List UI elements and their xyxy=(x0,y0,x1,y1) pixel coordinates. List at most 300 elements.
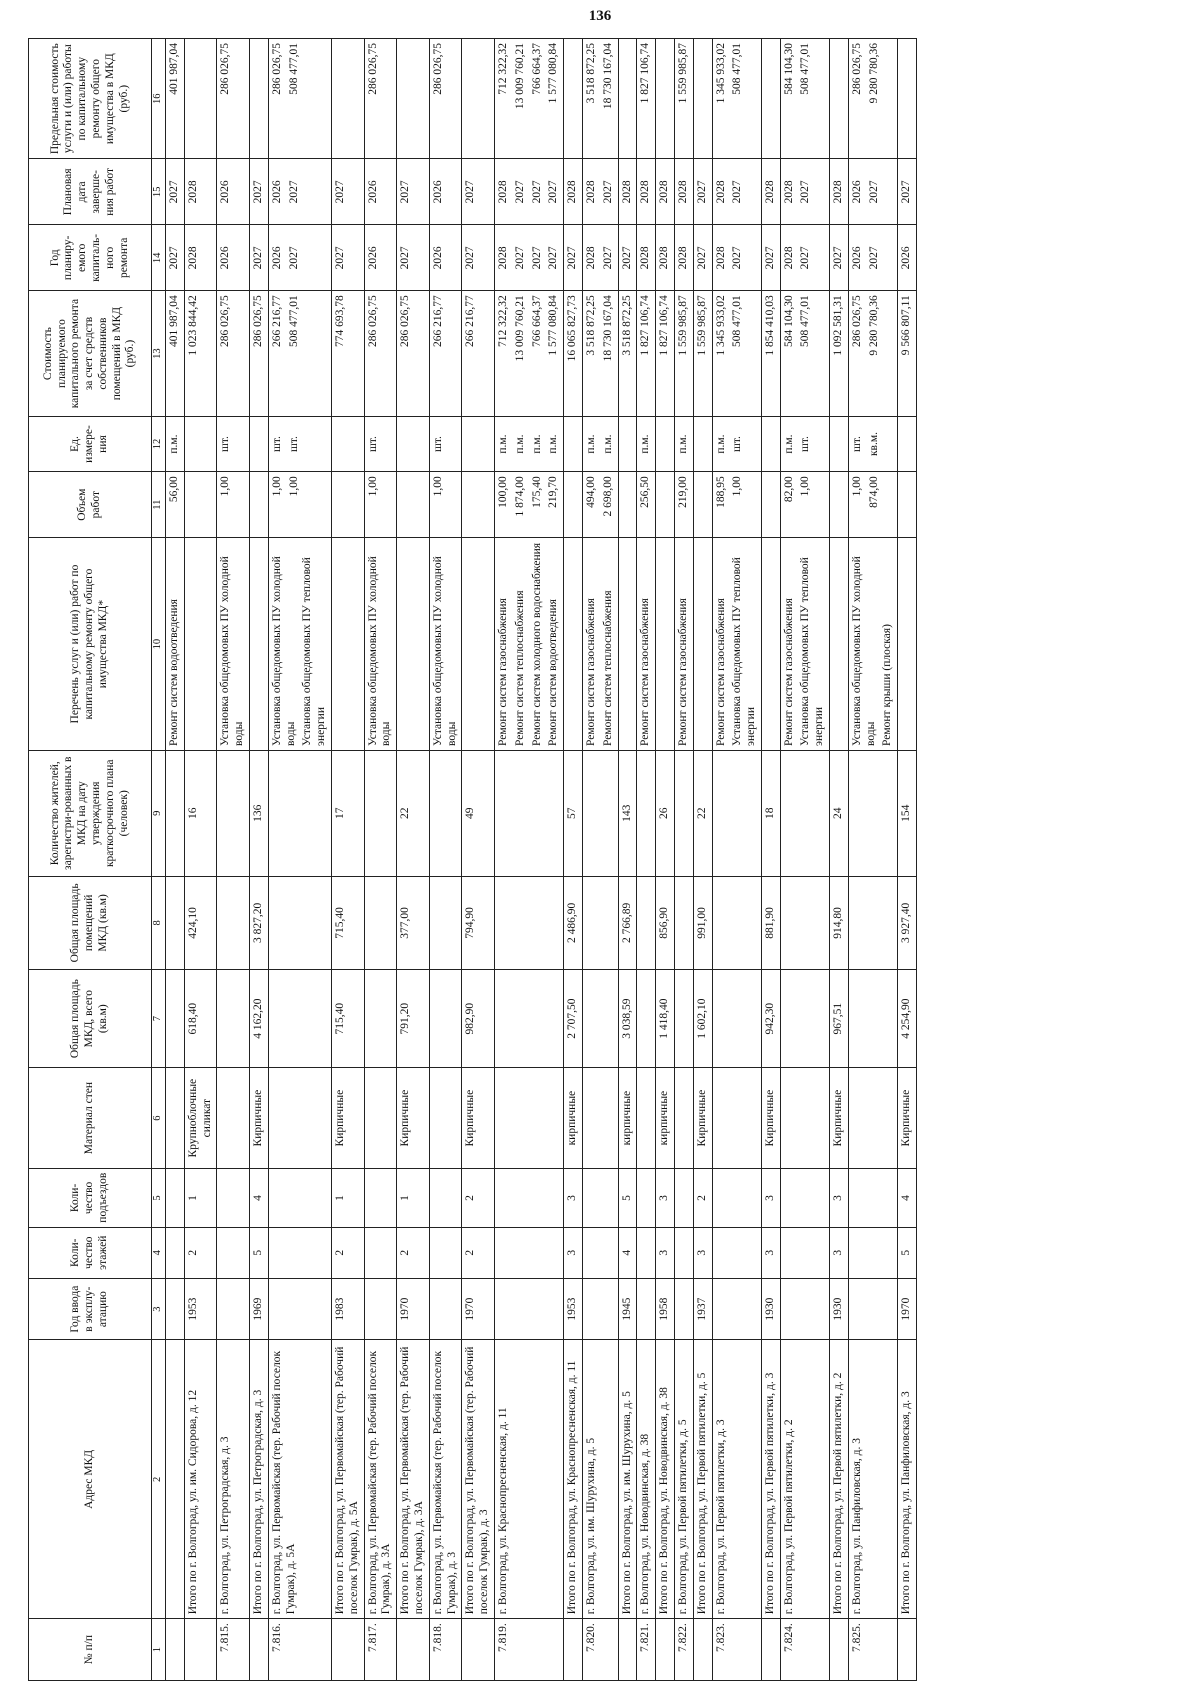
planned-year-cell xyxy=(462,225,495,291)
unit-cell-line: п.м. xyxy=(547,434,560,454)
total-area-cell xyxy=(637,970,656,1068)
unit-cell-line: шт. xyxy=(431,436,444,452)
volume-cell xyxy=(674,472,693,538)
residents-cell: 49 xyxy=(462,750,495,876)
limit-cost-cell xyxy=(217,39,250,159)
limit-cost-cell xyxy=(693,39,712,159)
total-area-cell: 982,90 xyxy=(462,970,495,1068)
limit-cost-cell-line: 3 518 872,25 xyxy=(584,43,597,104)
header-row xyxy=(29,39,152,1681)
total-area-cell xyxy=(217,970,250,1068)
planned-year-cell-line: 2027 xyxy=(867,246,880,270)
row-number: 7.825. xyxy=(848,1619,897,1681)
floors-cell xyxy=(364,1227,397,1278)
table-row xyxy=(166,39,185,1681)
volume-cell-line: 188,95 xyxy=(714,476,727,508)
works-cell-line: Установка общедомовых ПУ холодной воды xyxy=(850,556,877,746)
planned-year-cell xyxy=(564,225,583,291)
limit-cost-cell-line: 9 280 780,36 xyxy=(867,43,880,104)
cost-cell-line: 286 026,75 xyxy=(366,295,379,348)
works-cell-line: Установка общедомовых ПУ тепловой энергии xyxy=(731,557,758,746)
volume-cell-line: 1,00 xyxy=(850,476,863,497)
row-number: 7.817. xyxy=(364,1619,397,1681)
total-area-cell xyxy=(429,970,462,1068)
unit-cell-line: шт. xyxy=(287,436,300,452)
volume-cell-line: 100,00 xyxy=(496,476,509,508)
planned-year-cell-line: 2027 xyxy=(287,246,300,270)
unit-cell-line: шт. xyxy=(731,436,744,452)
header-cell: Материал стен xyxy=(29,1068,152,1169)
cost-cell xyxy=(582,291,618,417)
planned-date-cell-line: 2027 xyxy=(867,180,880,204)
cost-cell-line: 1 023 844,42 xyxy=(186,295,199,356)
works-cell xyxy=(331,538,364,751)
floors-cell xyxy=(780,1227,829,1278)
premises-area-cell: 424,10 xyxy=(184,876,217,970)
cost-cell-line: 774 693,78 xyxy=(333,295,346,348)
row-number xyxy=(462,1619,495,1681)
limit-cost-cell xyxy=(656,39,675,159)
cost-cell xyxy=(761,291,780,417)
volume-cell xyxy=(166,472,185,538)
floors-cell: 3 xyxy=(830,1227,849,1278)
planned-date-cell-line: 2027 xyxy=(695,180,708,204)
column-number-row xyxy=(152,39,166,1681)
header-cell: Адрес МКД xyxy=(29,1340,152,1619)
premises-area-cell xyxy=(848,876,897,970)
planned-date-cell xyxy=(830,159,849,225)
cost-cell-line: 401 987,04 xyxy=(168,295,180,348)
residents-cell xyxy=(217,750,250,876)
table-row xyxy=(494,39,563,1681)
planned-year-cell-line: 2027 xyxy=(832,246,845,270)
works-cell-line: Ремонт крыши (плоская) xyxy=(881,624,894,746)
works-cell xyxy=(830,538,849,751)
planned-year-cell xyxy=(848,225,897,291)
cost-cell-line: 1 345 933,02 xyxy=(714,295,727,356)
volume-cell xyxy=(429,472,462,538)
residents-cell xyxy=(848,750,897,876)
limit-cost-cell-line: 1 827 106,74 xyxy=(639,43,652,104)
floors-cell xyxy=(674,1227,693,1278)
planned-year-cell-line: 2028 xyxy=(714,246,727,270)
wall-material-cell: кирпичные xyxy=(656,1068,675,1169)
cost-cell-line: 266 216,77 xyxy=(270,295,283,348)
year-cell xyxy=(780,1278,829,1340)
limit-cost-cell-line: 508 477,01 xyxy=(799,43,812,95)
planned-date-cell xyxy=(637,159,656,225)
planned-date-cell xyxy=(674,159,693,225)
premises-area-cell xyxy=(217,876,250,970)
volume-cell xyxy=(364,472,397,538)
address-cell: Итого по г. Волгоград, ул. Краснопресненская, д. 11 xyxy=(564,1340,583,1619)
planned-year-cell xyxy=(331,225,364,291)
premises-area-cell xyxy=(494,876,563,970)
header-cell: Год ввода в эксплу-атацию xyxy=(29,1278,152,1340)
floors-cell xyxy=(494,1227,563,1278)
wall-material-cell: Кирпичные xyxy=(462,1068,495,1169)
planned-year-cell xyxy=(656,225,675,291)
total-area-cell: 942,30 xyxy=(761,970,780,1068)
premises-area-cell: 715,40 xyxy=(331,876,364,970)
floors-cell xyxy=(582,1227,618,1278)
planned-year-cell-line: 2027 xyxy=(566,246,579,270)
column-number-cell: 6 xyxy=(152,1068,166,1169)
row-number xyxy=(656,1619,675,1681)
cost-cell xyxy=(331,291,364,417)
total-row xyxy=(184,39,217,1681)
planned-year-cell-line: 2026 xyxy=(366,246,379,270)
planned-date-cell xyxy=(462,159,495,225)
planned-date-cell-line: 2026 xyxy=(850,180,863,204)
unit-cell xyxy=(830,416,849,471)
planned-date-cell-line: 2027 xyxy=(799,180,812,204)
residents-cell: 22 xyxy=(397,750,430,876)
entrances-cell xyxy=(637,1169,656,1228)
planned-year-cell-line: 2027 xyxy=(168,246,180,270)
unit-cell xyxy=(462,416,495,471)
residents-cell: 154 xyxy=(898,750,917,876)
planned-year-cell xyxy=(761,225,780,291)
total-row xyxy=(656,39,675,1681)
planned-year-cell xyxy=(674,225,693,291)
works-cell xyxy=(268,538,331,751)
planned-date-cell xyxy=(761,159,780,225)
premises-area-cell: 2 766,89 xyxy=(618,876,637,970)
residents-cell: 143 xyxy=(618,750,637,876)
address-cell: Итого по г. Волгоград, ул. Первой пятилетки, д. 3 xyxy=(761,1340,780,1619)
limit-cost-cell-line: 1 345 933,02 xyxy=(714,43,727,104)
wall-material-cell: кирпичные xyxy=(618,1068,637,1169)
volume-cell-line: 1,00 xyxy=(431,476,444,497)
address-cell xyxy=(166,1340,185,1619)
total-area-cell: 1 602,10 xyxy=(693,970,712,1068)
cost-cell xyxy=(637,291,656,417)
works-cell xyxy=(780,538,829,751)
limit-cost-cell-line: 286 026,75 xyxy=(366,43,379,95)
volume-cell xyxy=(637,472,656,538)
volume-cell-line: 175,40 xyxy=(530,476,543,508)
entrances-cell xyxy=(582,1169,618,1228)
header-cell: Количество жителей, зарегистри-рованных в МКД на дату утверждения краткосрочного плана (человек) xyxy=(29,750,152,876)
planned-date-cell-line: 2028 xyxy=(186,180,199,204)
unit-cell xyxy=(166,416,185,471)
residents-cell: 22 xyxy=(693,750,712,876)
total-row xyxy=(397,39,430,1681)
limit-cost-cell xyxy=(462,39,495,159)
planned-year-cell xyxy=(693,225,712,291)
cost-cell xyxy=(268,291,331,417)
planned-date-cell-line: 2027 xyxy=(900,180,913,204)
planned-date-cell-line: 2028 xyxy=(763,180,776,204)
planned-year-cell xyxy=(249,225,268,291)
volume-cell xyxy=(693,472,712,538)
unit-cell xyxy=(898,416,917,471)
planned-date-cell xyxy=(364,159,397,225)
cost-cell-line: 584 104,30 xyxy=(782,295,795,348)
planned-year-cell-line: 2026 xyxy=(900,246,913,270)
total-row xyxy=(898,39,917,1681)
cost-cell xyxy=(429,291,462,417)
volume-cell-line: 1,00 xyxy=(287,476,300,497)
cost-cell-line: 1 559 985,87 xyxy=(695,295,708,356)
unit-cell xyxy=(564,416,583,471)
volume-cell xyxy=(331,472,364,538)
unit-cell xyxy=(217,416,250,471)
planned-year-cell xyxy=(898,225,917,291)
planned-date-cell xyxy=(848,159,897,225)
total-row xyxy=(830,39,849,1681)
cost-cell xyxy=(494,291,563,417)
volume-cell-line: 1 874,00 xyxy=(513,476,526,517)
cost-cell xyxy=(249,291,268,417)
works-cell xyxy=(429,538,462,751)
unit-cell xyxy=(184,416,217,471)
limit-cost-cell xyxy=(898,39,917,159)
unit-cell-line: п.м. xyxy=(584,434,597,454)
header-cell: Стоимость планируемого капитального ремонта за счет средств собственников помещений в МКД (руб.) xyxy=(29,291,152,417)
volume-cell-line: 1,00 xyxy=(270,476,283,497)
wall-material-cell: Кирпичные xyxy=(331,1068,364,1169)
floors-cell: 5 xyxy=(898,1227,917,1278)
total-row xyxy=(618,39,637,1681)
limit-cost-cell xyxy=(761,39,780,159)
floors-cell: 3 xyxy=(761,1227,780,1278)
volume-cell xyxy=(249,472,268,538)
premises-area-cell xyxy=(364,876,397,970)
column-number-cell: 16 xyxy=(152,39,166,159)
cost-cell xyxy=(462,291,495,417)
address-cell: г. Волгоград, ул. Первой пятилетки, д. 2 xyxy=(780,1340,829,1619)
planned-date-cell-line: 2028 xyxy=(639,180,652,204)
entrances-cell: 3 xyxy=(656,1169,675,1228)
column-number-cell: 4 xyxy=(152,1227,166,1278)
cost-cell xyxy=(217,291,250,417)
cost-cell xyxy=(184,291,217,417)
planned-year-cell-line: 2028 xyxy=(782,246,795,270)
limit-cost-cell-line: 401 987,04 xyxy=(168,43,180,95)
planned-year-cell xyxy=(712,225,761,291)
wall-material-cell xyxy=(848,1068,897,1169)
planned-date-cell xyxy=(268,159,331,225)
works-cell-line: Ремонт систем водоотведения xyxy=(547,599,560,746)
unit-cell-line: п.м. xyxy=(782,434,795,454)
planned-date-cell-line: 2027 xyxy=(168,180,180,204)
row-number xyxy=(184,1619,217,1681)
limit-cost-cell xyxy=(249,39,268,159)
volume-cell xyxy=(184,472,217,538)
residents-cell: 26 xyxy=(656,750,675,876)
planned-year-cell-line: 2027 xyxy=(601,246,614,270)
volume-cell xyxy=(217,472,250,538)
cost-cell xyxy=(898,291,917,417)
premises-area-cell: 794,90 xyxy=(462,876,495,970)
limit-cost-cell-line: 584 104,30 xyxy=(782,43,795,95)
unit-cell xyxy=(637,416,656,471)
row-number xyxy=(693,1619,712,1681)
volume-cell xyxy=(656,472,675,538)
works-cell xyxy=(848,538,897,751)
limit-cost-cell xyxy=(397,39,430,159)
residents-cell: 57 xyxy=(564,750,583,876)
planned-date-cell-line: 2028 xyxy=(714,180,727,204)
row-number: 7.822. xyxy=(674,1619,693,1681)
wall-material-cell xyxy=(166,1068,185,1169)
cost-cell-line: 1 854 410,03 xyxy=(763,295,776,356)
planned-date-cell xyxy=(249,159,268,225)
floors-cell: 2 xyxy=(462,1227,495,1278)
premises-area-cell: 856,90 xyxy=(656,876,675,970)
cost-cell xyxy=(166,291,185,417)
premises-area-cell: 881,90 xyxy=(761,876,780,970)
year-cell xyxy=(166,1278,185,1340)
planned-date-cell xyxy=(656,159,675,225)
works-cell xyxy=(364,538,397,751)
cost-cell xyxy=(564,291,583,417)
year-cell xyxy=(848,1278,897,1340)
column-number-cell: 7 xyxy=(152,970,166,1068)
header-cell: Общая площадь МКД, всего (кв.м) xyxy=(29,970,152,1068)
address-cell: г. Волгоград, ул. Краснопресненская, д. 11 xyxy=(494,1340,563,1619)
year-cell xyxy=(712,1278,761,1340)
limit-cost-cell xyxy=(618,39,637,159)
total-area-cell xyxy=(582,970,618,1068)
planned-date-cell-line: 2027 xyxy=(601,180,614,204)
row-number xyxy=(397,1619,430,1681)
works-cell-line: Ремонт систем газоснабжения xyxy=(496,598,509,746)
row-number: 7.820. xyxy=(582,1619,618,1681)
planned-year-cell-line: 2027 xyxy=(799,246,812,270)
address-cell: г. Волгоград, ул. Первомайская (тер. Рабочий поселок Гумрак), д. 5А xyxy=(268,1340,331,1619)
planned-year-cell-line: 2026 xyxy=(850,246,863,270)
address-cell: Итого по г. Волгоград, ул. Первой пятилетки, д. 5 xyxy=(693,1340,712,1619)
limit-cost-cell xyxy=(331,39,364,159)
volume-cell xyxy=(761,472,780,538)
entrances-cell xyxy=(364,1169,397,1228)
address-cell: Итого по г. Волгоград, ул. им. Шурухина, д. 5 xyxy=(618,1340,637,1619)
planned-date-cell xyxy=(494,159,563,225)
limit-cost-cell xyxy=(494,39,563,159)
residents-cell xyxy=(712,750,761,876)
header-cell: Общая площадь помещений МКД (кв.м) xyxy=(29,876,152,970)
volume-cell-line: 494,00 xyxy=(584,476,597,508)
year-cell: 1945 xyxy=(618,1278,637,1340)
limit-cost-cell xyxy=(564,39,583,159)
works-cell xyxy=(693,538,712,751)
total-area-cell: 715,40 xyxy=(331,970,364,1068)
wall-material-cell xyxy=(780,1068,829,1169)
unit-cell xyxy=(761,416,780,471)
entrances-cell xyxy=(848,1169,897,1228)
column-number-cell: 3 xyxy=(152,1278,166,1340)
planned-date-cell-line: 2028 xyxy=(496,180,509,204)
total-row xyxy=(331,39,364,1681)
volume-cell xyxy=(494,472,563,538)
planned-year-cell-line: 2026 xyxy=(431,246,444,270)
entrances-cell xyxy=(166,1169,185,1228)
volume-cell-line: 82,00 xyxy=(782,476,795,503)
residents-cell xyxy=(582,750,618,876)
column-number-cell: 11 xyxy=(152,472,166,538)
unit-cell xyxy=(268,416,331,471)
residents-cell xyxy=(364,750,397,876)
residents-cell xyxy=(780,750,829,876)
address-cell: г. Волгоград, ул. Первомайская (тер. Рабочий поселок Гумрак), д. 3А xyxy=(364,1340,397,1619)
column-number-cell: 2 xyxy=(152,1340,166,1619)
capital-repair-table xyxy=(28,38,917,1681)
total-area-cell xyxy=(494,970,563,1068)
unit-cell-line: п.м. xyxy=(639,434,652,454)
row-number xyxy=(166,1619,185,1681)
cost-cell-line: 1 577 080,84 xyxy=(547,295,560,356)
wall-material-cell xyxy=(712,1068,761,1169)
cost-cell xyxy=(780,291,829,417)
residents-cell: 18 xyxy=(761,750,780,876)
planned-date-cell xyxy=(397,159,430,225)
residents-cell xyxy=(494,750,563,876)
entrances-cell xyxy=(217,1169,250,1228)
planned-date-cell xyxy=(780,159,829,225)
limit-cost-cell-line: 286 026,75 xyxy=(219,43,232,95)
volume-cell xyxy=(564,472,583,538)
premises-area-cell xyxy=(780,876,829,970)
row-number: 7.824. xyxy=(780,1619,829,1681)
entrances-cell: 1 xyxy=(331,1169,364,1228)
cost-cell xyxy=(656,291,675,417)
total-row xyxy=(249,39,268,1681)
volume-cell-line: 1,00 xyxy=(731,476,744,497)
limit-cost-cell-line: 1 577 080,84 xyxy=(547,43,560,104)
volume-cell-line: 874,00 xyxy=(867,476,880,508)
floors-cell: 5 xyxy=(249,1227,268,1278)
header-cell: Перечень услуг и (или) работ по капитальному ремонту общего имущества МКД* xyxy=(29,538,152,751)
total-row xyxy=(462,39,495,1681)
year-cell xyxy=(364,1278,397,1340)
unit-cell-line: п.м. xyxy=(168,434,180,454)
works-cell xyxy=(494,538,563,751)
cost-cell xyxy=(848,291,897,417)
limit-cost-cell-line: 13 009 760,21 xyxy=(513,43,526,110)
planned-date-cell xyxy=(217,159,250,225)
volume-cell xyxy=(898,472,917,538)
planned-date-cell xyxy=(166,159,185,225)
year-cell xyxy=(582,1278,618,1340)
planned-year-cell xyxy=(780,225,829,291)
entrances-cell: 3 xyxy=(564,1169,583,1228)
entrances-cell xyxy=(429,1169,462,1228)
cost-cell xyxy=(693,291,712,417)
volume-cell-line: 219,70 xyxy=(547,476,560,508)
works-cell-line: Ремонт систем газоснабжения xyxy=(639,598,652,746)
total-area-cell: 4 162,20 xyxy=(249,970,268,1068)
address-cell: Итого по г. Волгоград, ул. Первомайская (тер. Рабочий поселок Гумрак), д. 5А xyxy=(331,1340,364,1619)
planned-year-cell xyxy=(582,225,618,291)
table-row xyxy=(364,39,397,1681)
total-row xyxy=(564,39,583,1681)
floors-cell: 2 xyxy=(184,1227,217,1278)
entrances-cell: 3 xyxy=(761,1169,780,1228)
row-number xyxy=(830,1619,849,1681)
total-area-cell xyxy=(268,970,331,1068)
unit-cell-line: шт. xyxy=(219,436,232,452)
limit-cost-cell xyxy=(712,39,761,159)
cost-cell xyxy=(712,291,761,417)
address-cell: Итого по г. Волгоград, ул. Петроградская, д. 3 xyxy=(249,1340,268,1619)
floors-cell: 4 xyxy=(618,1227,637,1278)
volume-cell xyxy=(712,472,761,538)
year-cell: 1937 xyxy=(693,1278,712,1340)
unit-cell-line: шт. xyxy=(366,436,379,452)
